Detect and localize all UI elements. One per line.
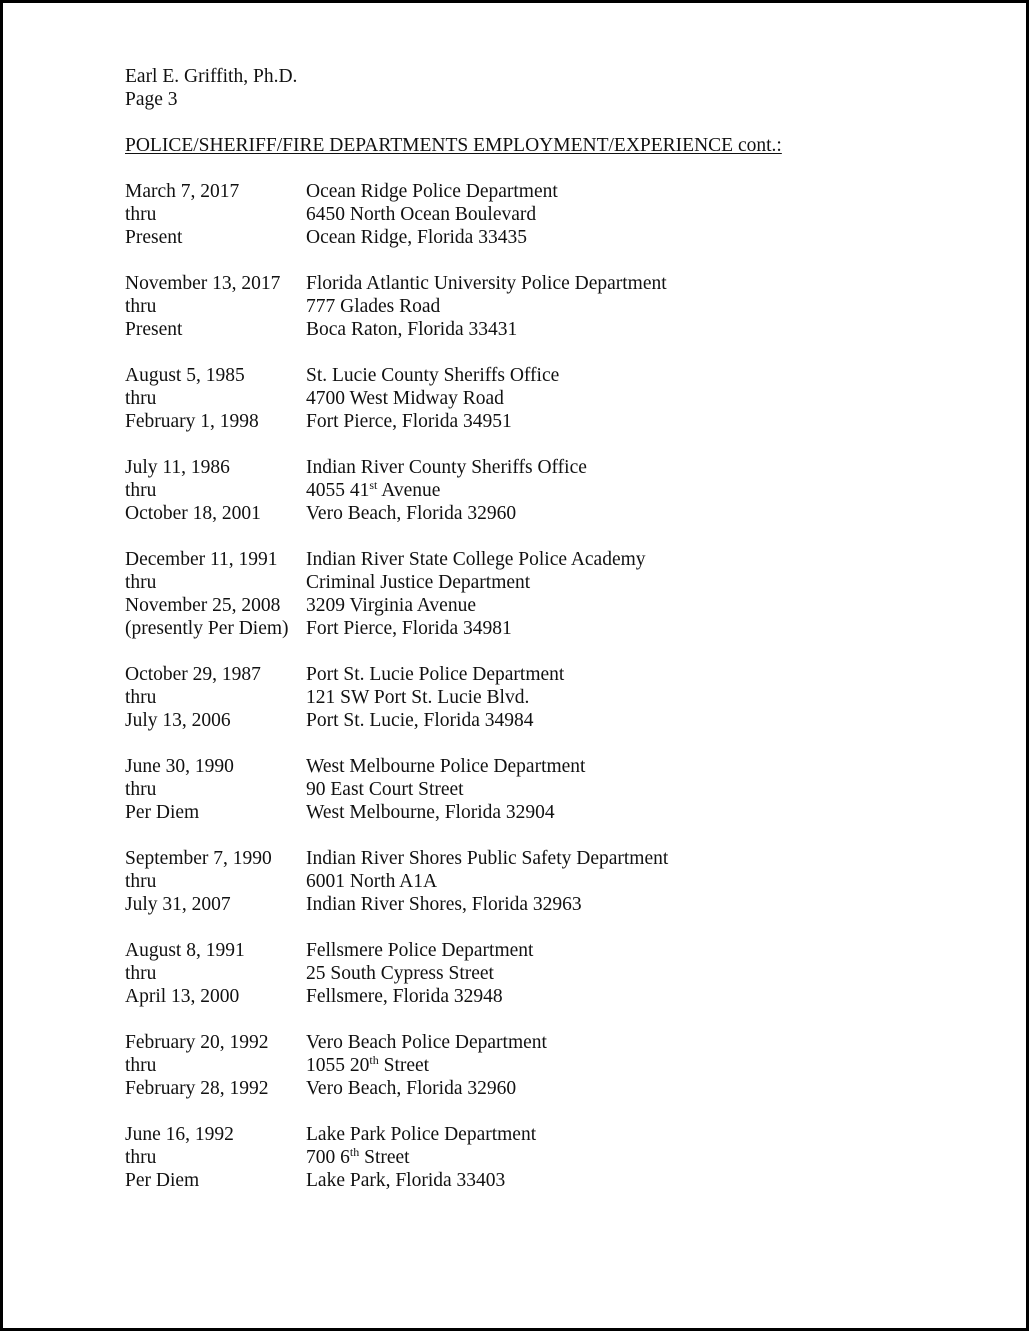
entry-organization-line: Boca Raton, Florida 33431 [306,319,518,340]
entry-row [125,847,985,870]
entry-row [125,1169,985,1192]
entry-row [125,870,985,893]
entry-date: September 7, 1990 [125,848,272,869]
entry-row [125,755,985,778]
entry-date: thru [125,1055,157,1076]
entry-date: thru [125,779,157,800]
entry-organization-line: West Melbourne Police Department [306,756,586,777]
entry-row [125,962,985,985]
entry-date: October 18, 2001 [125,503,261,524]
entry-date: Per Diem [125,1170,200,1191]
section-heading: POLICE/SHERIFF/FIRE DEPARTMENTS EMPLOYMENT/EXPERIENCE cont.: [125,135,782,156]
entry-organization-line [306,1146,985,1169]
entry-organization-line: Florida Atlantic University Police Department [306,273,667,294]
entry-date: February 1, 1998 [125,411,259,432]
entry-date: April 13, 2000 [125,986,240,1007]
entry-row [125,226,985,249]
entry-row [125,318,985,341]
entry-date: Present [125,319,183,340]
entry-date: November 25, 2008 [125,595,281,616]
entry-date: thru [125,388,157,409]
entry-date: August 5, 1985 [125,365,245,386]
entry-row [125,1123,985,1146]
entry-date: August 8, 1991 [125,940,245,961]
employment-entry [125,180,985,249]
entry-organization-line: 3209 Virginia Avenue [306,595,476,616]
entry-organization-line: 777 Glades Road [306,296,441,317]
entry-row [125,1054,985,1077]
entry-date: July 11, 1986 [125,457,230,478]
entry-organization-line: Fort Pierce, Florida 34951 [306,411,512,432]
entry-organization-line: Indian River Shores, Florida 32963 [306,894,582,915]
entry-organization-line: Port St. Lucie, Florida 34984 [306,710,534,731]
entry-date: thru [125,480,157,501]
employment-entry [125,1031,985,1100]
entry-date: thru [125,687,157,708]
entry-date: thru [125,572,157,593]
entry-date: thru [125,296,157,317]
entry-organization-line [306,1054,985,1077]
employment-entry [125,663,985,732]
entry-organization-line: Vero Beach Police Department [306,1032,547,1053]
employment-entry [125,847,985,916]
entry-date: February 28, 1992 [125,1078,269,1099]
entry-date: thru [125,1147,157,1168]
entry-row [125,180,985,203]
entry-date: Present [125,227,183,248]
entry-date: thru [125,871,157,892]
entry-organization-line: West Melbourne, Florida 32904 [306,802,555,823]
employment-list [125,180,985,1192]
ordinal-suffix: th [349,1145,360,1159]
entry-row [125,594,985,617]
address-street: Street [359,1147,410,1168]
entry-organization-line: Fort Pierce, Florida 34981 [306,618,512,639]
address-street: Avenue [377,480,441,501]
entry-organization-line: 6450 North Ocean Boulevard [306,204,537,225]
entry-row [125,1031,985,1054]
employment-entry [125,364,985,433]
entry-organization-line: Criminal Justice Department [306,572,531,593]
entry-organization-line: 25 South Cypress Street [306,963,494,984]
entry-row [125,617,985,640]
entry-organization-line: Ocean Ridge Police Department [306,181,558,202]
entry-date: thru [125,963,157,984]
entry-organization-line: St. Lucie County Sheriffs Office [306,365,560,386]
entry-organization-line: 6001 North A1A [306,871,438,892]
entry-row [125,663,985,686]
entry-row [125,456,985,479]
entry-row [125,272,985,295]
entry-organization-line [306,479,985,502]
entry-date: June 30, 1990 [125,756,234,777]
entry-organization-line: Port St. Lucie Police Department [306,664,565,685]
entry-row [125,203,985,226]
entry-row [125,502,985,525]
entry-date: November 13, 2017 [125,273,281,294]
entry-date: March 7, 2017 [125,181,240,202]
employment-entry [125,939,985,1008]
ordinal-suffix: th [369,1053,379,1067]
author-name: Earl E. Griffith, Ph.D. [125,66,298,87]
entry-date: July 31, 2007 [125,894,231,915]
entry-row [125,364,985,387]
entry-organization-line: Fellsmere, Florida 32948 [306,986,503,1007]
entry-organization-line: Indian River State College Police Academy [306,549,646,570]
entry-row [125,571,985,594]
entry-row [125,295,985,318]
employment-entry [125,548,985,640]
entry-row [125,801,985,824]
entry-organization-line: Indian River Shores Public Safety Department [306,848,669,869]
address-number: 1055 20 [306,1055,370,1076]
page-number: Page 3 [125,89,178,110]
entry-row [125,709,985,732]
entry-row [125,686,985,709]
entry-row [125,939,985,962]
employment-entry [125,456,985,525]
entry-organization-line: 90 East Court Street [306,779,464,800]
entry-organization-line: Fellsmere Police Department [306,940,534,961]
entry-row [125,1146,985,1169]
address-number: 700 6 [306,1147,350,1168]
entry-date: thru [125,204,157,225]
entry-organization-line: Indian River County Sheriffs Office [306,457,587,478]
entry-date: Per Diem [125,802,200,823]
entry-date: February 20, 1992 [125,1032,269,1053]
entry-date: July 13, 2006 [125,710,231,731]
address-number: 4055 41 [306,480,370,501]
ordinal-suffix: st [369,478,378,492]
page-content [125,65,985,1192]
entry-organization-line: 121 SW Port St. Lucie Blvd. [306,687,530,708]
entry-row [125,985,985,1008]
entry-organization-line: 4700 West Midway Road [306,388,504,409]
entry-organization-line: Lake Park Police Department [306,1124,537,1145]
employment-entry [125,1123,985,1192]
employment-entry [125,272,985,341]
entry-organization-line: Lake Park, Florida 33403 [306,1170,506,1191]
entry-row [125,387,985,410]
employment-entry [125,755,985,824]
entry-organization-line: Vero Beach, Florida 32960 [306,503,517,524]
entry-row [125,548,985,571]
entry-organization-line: Vero Beach, Florida 32960 [306,1078,517,1099]
entry-row [125,1077,985,1100]
entry-row [125,778,985,801]
entry-date: December 11, 1991 [125,549,278,570]
entry-organization-line: Ocean Ridge, Florida 33435 [306,227,527,248]
address-street: Street [378,1055,430,1076]
entry-date: October 29, 1987 [125,664,261,685]
entry-row [125,410,985,433]
entry-row [125,893,985,916]
entry-row [125,479,985,502]
entry-date: (presently Per Diem) [125,618,289,639]
entry-date: June 16, 1992 [125,1124,234,1145]
